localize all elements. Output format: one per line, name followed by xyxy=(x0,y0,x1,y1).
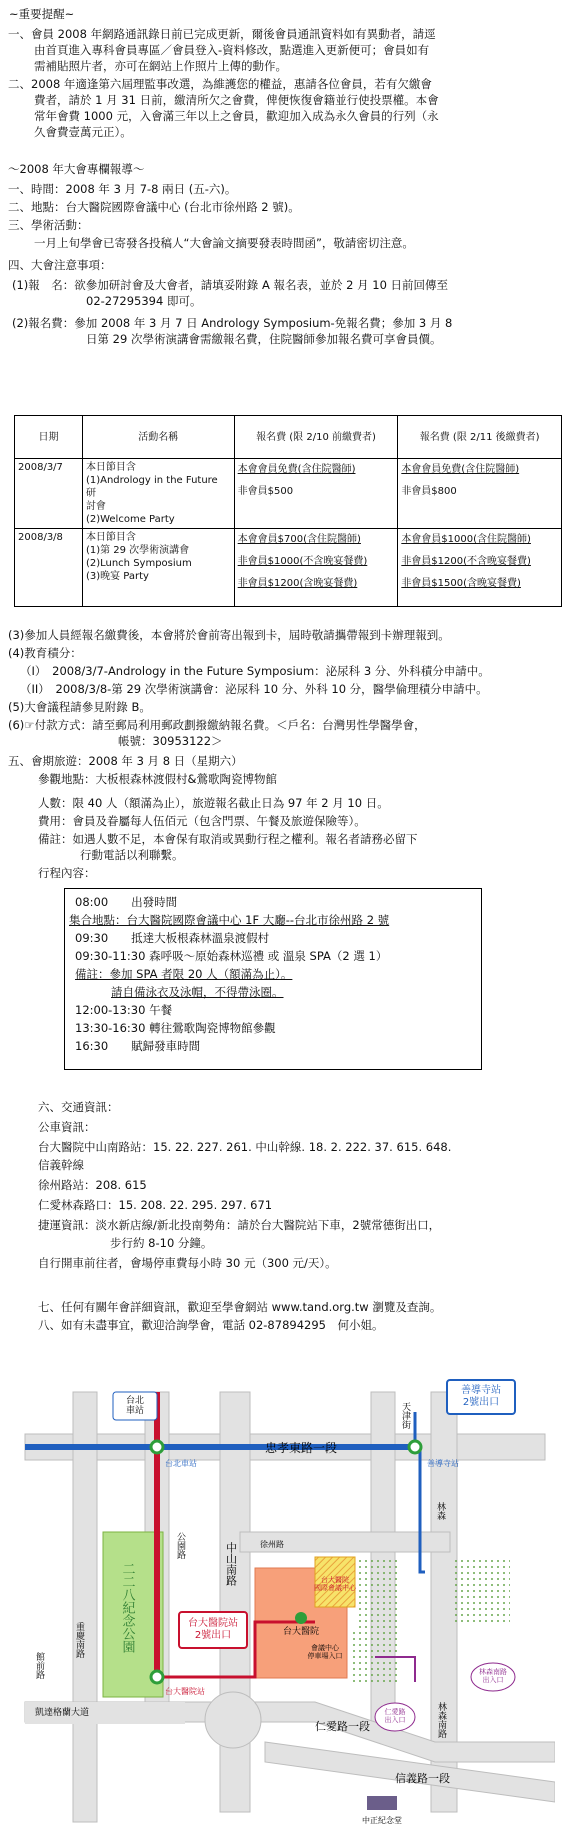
notice-item1-line3: 需補貼照片者，亦可在網站上作照片上傳的動作。 xyxy=(34,59,287,73)
fee-line: 非會員$1500(含晚宴餐費) xyxy=(401,578,521,589)
renai-entry-label: 仁愛路出入口 xyxy=(384,1708,406,1724)
linsen-south-label: 林森南路 xyxy=(436,1702,446,1738)
reg2-line1: (2)報名費：參加 2008 年 3 月 7 日 Andrology Symposium-免報名費；參加 3 月 8 xyxy=(12,316,453,330)
credits-title: (4)教育積分： xyxy=(8,646,82,660)
taipei-station-label: 台北車站 xyxy=(125,1396,145,1416)
transport-title: 六、交通資訊： xyxy=(38,1100,119,1114)
parking-label: 會議中心停車場入口 xyxy=(307,1644,343,1660)
ntuh-small-label: 台大醫院站 xyxy=(165,1687,205,1696)
note5: (5)大會議程請參見附錄 B。 xyxy=(8,700,151,714)
note6-line1: (6)☞付款方式：請至郵局利用郵政劃撥繳納報名費。＜戶名：台灣男性學醫學會， xyxy=(8,718,426,732)
park-228-label: 二二八紀念公園 xyxy=(119,1562,135,1653)
fee-line: 非會員$1200(含晚宴餐費) xyxy=(237,578,358,589)
station-marker-shandao xyxy=(409,1441,421,1453)
conference-heading: ～2008 年大會專欄報導～ xyxy=(8,162,145,176)
shandao-callout-label: 善導寺站 2號出口 xyxy=(461,1385,501,1408)
header-activity: 活動名稱 xyxy=(82,416,234,459)
green-area-2 xyxy=(455,1558,510,1623)
conference-place: 二、地點：台大醫院國際會議中心 (台北市徐州路 2 號)。 xyxy=(8,200,300,214)
conference-time: 一、時間：2008 年 3 月 7-8 兩日 (五-六)。 xyxy=(8,182,237,196)
row-fee-late xyxy=(398,459,562,529)
linsen-entry-label: 林森南路出入口 xyxy=(479,1668,507,1684)
xuzhou-label: 徐州路 xyxy=(260,1540,284,1549)
trip-title: 五、會期旅遊：2008 年 3 月 8 日（星期六） xyxy=(8,754,243,768)
table-row xyxy=(15,529,562,607)
location-map xyxy=(15,1372,555,1827)
schedule-title: 行程內容： xyxy=(38,866,96,880)
schedule-item: 備註：參加 SPA 者限 20 人（額滿為止）。 xyxy=(75,967,293,981)
schedule-item: 09:30 抵達大板根森林溫泉渡假村 xyxy=(75,931,270,945)
ntuh-callout-label: 台大醫院站 2號出口 xyxy=(188,1618,238,1641)
fee-table-header xyxy=(15,416,562,459)
zhongxiao-label: 忠孝東路一段 xyxy=(265,1441,338,1455)
bus1-line2: 信義幹線 xyxy=(38,1158,84,1172)
notice-item2-line2: 費者，請於 1 月 31 日前，繳清所欠之會費，俾便恢復會籍並行使投票權。本會 xyxy=(34,93,439,107)
ketagalan-label: 凱達格蘭大道 xyxy=(35,1708,90,1718)
activity-line: (2)Lunch Symposium xyxy=(85,558,192,569)
bus1-line1: 台大醫院中山南路站：15. 22. 227. 261. 中山幹線. 18. 2. 222. 37. 615. 648. xyxy=(38,1140,452,1154)
header-fee-early: 報名費 (限 2/10 前繳費者) xyxy=(234,416,398,459)
schedule-item: 請自備泳衣及泳帽，不得帶泳圈。 xyxy=(111,985,284,999)
station-marker-taipei xyxy=(151,1441,163,1453)
park-road-label: 公園路 xyxy=(175,1532,185,1559)
notice-item2-line3: 常年會費 1000 元，入會滿三年以上之會員，歡迎加入成為永久會員的行列（永 xyxy=(34,109,439,123)
mrt-line2: 步行約 8-10 分鐘。 xyxy=(110,1236,213,1250)
green-area-1 xyxy=(357,1558,397,1628)
fee-line: 非會員$1200(不含晚宴餐費) xyxy=(401,556,531,567)
guanqian-label: 館前路 xyxy=(34,1652,44,1679)
trip-cost: 費用：會員及眷屬每人伍佰元（包含門票、午餐及旅遊保險等）。 xyxy=(38,814,366,828)
fee-line: 本會會員免費(含住院醫師) xyxy=(237,464,356,475)
notice-item1-line2: 由首頁進入專科會員專區／會員登入-資料修改，點選進入更新便可；會員如有 xyxy=(34,43,430,57)
trip-remark-line1: 備註：如遇人數不足，本會保有取消或異動行程之權利。報名者請務必留下 xyxy=(38,832,418,846)
xinyi-label: 信義路一段 xyxy=(395,1772,450,1785)
contact-line7: 七、任何有關年會詳細資訊，歡迎至學會網站 www.tand.org.tw 瀏覽及查詢。 xyxy=(38,1300,442,1314)
tianjin-label: 天津街 xyxy=(400,1402,410,1429)
contact-line8: 八、如有未盡事宜，歡迎洽詢學會，電話 02-87894295 何小姐。 xyxy=(38,1318,384,1332)
shandao-small-label: 善導寺站 xyxy=(427,1459,459,1468)
row-activity xyxy=(82,529,234,607)
activity-line: (1)Andrology in the Future 研 xyxy=(85,475,218,499)
activity-line: (2)Welcome Party xyxy=(85,514,175,525)
activity-line: 本日節目含 xyxy=(85,462,136,473)
row-activity xyxy=(82,459,234,529)
roundabout xyxy=(205,1692,261,1748)
table-row xyxy=(15,459,562,529)
activity-line: (3)晚宴 Party xyxy=(85,571,149,582)
schedule-item: 12:00-13:30 午餐 xyxy=(75,1003,173,1017)
activity-line: 討會 xyxy=(85,501,106,512)
schedule-item: 集合地點：台大醫院國際會議中心 1F 大廳--台北市徐州路 2 號 xyxy=(69,913,390,927)
row-fee-early xyxy=(234,459,398,529)
trip-remark-line2: 行動電話以利聯繫。 xyxy=(80,848,184,862)
cks-label: 中正紀念堂 xyxy=(362,1816,402,1825)
note6-line2: 帳號：30953122＞ xyxy=(118,734,223,748)
bus2: 徐州路站：208. 615 xyxy=(38,1178,147,1192)
trip-people: 人數：限 40 人（額滿為止），旅遊報名截止日為 97 年 2 月 10 日。 xyxy=(38,796,389,810)
fee-line: 本會會員免費(含住院醫師) xyxy=(401,464,520,475)
notice-item2-line1: 二、2008 年適逢第六屆理監事改選，為維護您的權益，惠請各位會員，若有欠繳會 xyxy=(8,77,432,91)
academic-text: 一月上旬學會已寄發各投稿人“大會論文摘要發表時間函”，敬請密切注意。 xyxy=(34,236,414,250)
notice-item1-line1: 一、會員 2008 年網路通訊錄日前已完成更新，爾後會員通訊資料如有異動者，請逕 xyxy=(8,27,436,41)
chongqing-label: 重慶南路 xyxy=(74,1622,84,1658)
schedule-box xyxy=(64,888,482,1070)
notes-title: 四、大會注意事項： xyxy=(8,258,112,272)
credit2: （II） 2008/3/8-第 29 次學術演講會：泌尿科 10 分、外科 10 分，醫學倫理積分申請中。 xyxy=(20,682,488,696)
conference-center-label: 台大醫院國際會議中心 xyxy=(314,1576,356,1592)
notice-heading: ~重要提醒~ xyxy=(9,7,75,21)
row-date: 2008/3/7 xyxy=(15,459,83,529)
row-fee-late xyxy=(398,529,562,607)
bus-title: 公車資訊： xyxy=(38,1120,96,1134)
cks-icon xyxy=(367,1796,397,1810)
station-marker-ntuh xyxy=(151,1671,163,1683)
taipei-small-label: 台北車站 xyxy=(165,1459,197,1468)
schedule-item: 08:00 出發時間 xyxy=(75,895,178,909)
reg2-line2: 日第 29 次學術演講會需繳報名費，住院醫師參加報名費可享會員價。 xyxy=(86,332,442,346)
note3: (3)參加人員經報名繳費後，本會將於會前寄出報到卡，屆時敬請攜帶報到卡辦理報到。 xyxy=(8,628,450,642)
activity-line: (1)第 29 次學術演講會 xyxy=(85,545,190,556)
header-date: 日期 xyxy=(15,416,83,459)
bus3: 仁愛林森路口：15. 208. 22. 295. 297. 671 xyxy=(38,1198,273,1212)
fee-line: 非會員$500 xyxy=(237,486,294,497)
fee-line: 本會會員$1000(含住院醫師) xyxy=(401,534,531,545)
academic-title: 三、學術活動： xyxy=(8,218,89,232)
header-fee-late: 報名費 (限 2/11 後繳費者) xyxy=(398,416,562,459)
credit1: （I） 2008/3/7-Andrology in the Future Symposium：泌尿科 3 分、外科積分申請中。 xyxy=(20,664,490,678)
reg1-line2: 02-27295394 即可。 xyxy=(86,294,202,308)
road-chongqing xyxy=(73,1392,97,1822)
fee-table xyxy=(14,415,562,607)
ntuh-label: 台大醫院 xyxy=(282,1627,320,1637)
activity-line: 本日節目含 xyxy=(85,532,136,543)
notice-item2-line4: 久會費壹萬元正）。 xyxy=(34,125,132,139)
trip-place: 參觀地點：大板根森林渡假村&鶯歌陶瓷博物館 xyxy=(38,772,277,786)
row-fee-early xyxy=(234,529,398,607)
schedule-item: 13:30-16:30 轉往鶯歌陶瓷博物館參觀 xyxy=(75,1021,276,1035)
zhongshan-label: 中山南路 xyxy=(224,1542,238,1586)
renai-label: 仁愛路一段 xyxy=(315,1720,370,1733)
row-date: 2008/3/8 xyxy=(15,529,83,607)
fee-line: 本會會員$700(含住院醫師) xyxy=(237,534,361,545)
fee-line: 非會員$1000(不含晚宴餐費) xyxy=(237,556,368,567)
schedule-item: 09:30-11:30 森呼吸～原始森林巡禮 或 溫泉 SPA（2 選 1） xyxy=(75,949,388,963)
drive-info: 自行開車前往者，會場停車費每小時 30 元（300 元/天）。 xyxy=(38,1256,337,1270)
ntuh-cross-icon xyxy=(295,1612,307,1624)
schedule-item: 16:30 賦歸發車時間 xyxy=(75,1039,201,1053)
mrt-line1: 捷運資訊：淡水新店線/新北投南勢角：請於台大醫院站下車，2號常德街出口， xyxy=(38,1218,441,1232)
reg1-line1: (1)報 名：欲參加研討會及大會者，請填妥附錄 A 報名表，並於 2 月 10 日前回傳至 xyxy=(12,278,449,292)
fee-line: 非會員$800 xyxy=(401,486,457,497)
linsen-label: 林森 xyxy=(435,1502,445,1520)
road-zhongshan xyxy=(220,1392,250,1812)
